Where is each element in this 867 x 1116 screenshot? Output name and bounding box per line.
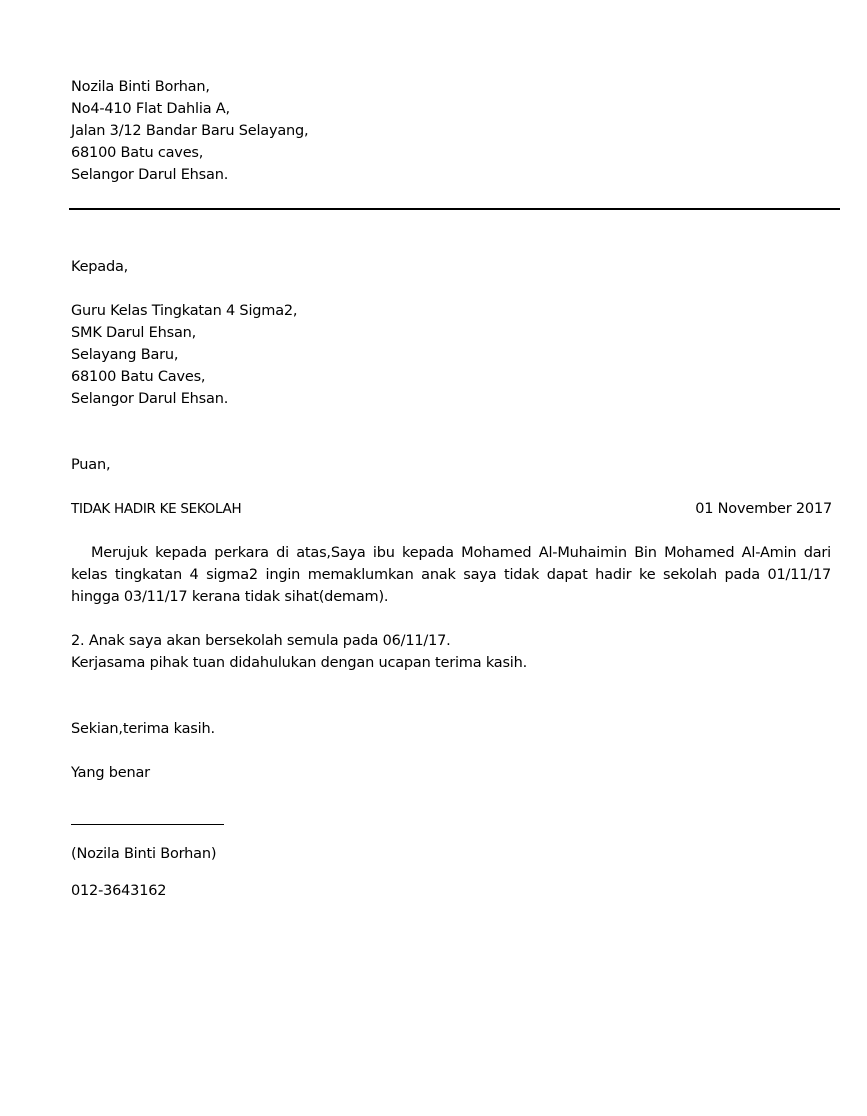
recipient-line: Selangor Darul Ehsan. [71,391,229,407]
salutation: Puan, [71,457,111,473]
letter-date: 01 November 2017 [695,501,832,517]
header-divider [69,208,840,210]
sender-name: Nozila Binti Borhan, [71,79,210,95]
body-paragraph: Kerjasama pihak tuan didahulukan dengan ucapan terima kasih. [71,655,528,671]
recipient-address-block [71,300,297,410]
signature-line [71,824,224,825]
recipient-greeting: Kepada, [71,259,129,275]
closing-thanks: Sekian,terima kasih. [71,721,215,737]
body-paragraph: Merujuk kepada perkara di atas,Saya ibu kepada Mohamed Al-Muhaimin Bin Mohamed Al-Amin dari kelas tingkatan 4 sigma2 ingin memaklumkan anak saya tidak dapat hadir ke sekolah pada 01/11/17 hingga 03/11/17 kerana tidak sihat(demam). [71,545,831,605]
recipient-line: SMK Darul Ehsan, [71,325,197,341]
letter-subject: TIDAK HADIR KE SEKOLAH [71,501,242,517]
recipient-line: 68100 Batu Caves, [71,369,206,385]
sender-address-line: Selangor Darul Ehsan. [71,167,229,183]
sender-address-line: Jalan 3/12 Bandar Baru Selayang, [71,123,309,139]
sender-address-block [71,76,308,186]
closing-sign-off: Yang benar [71,765,150,781]
body-paragraph: 2. Anak saya akan bersekolah semula pada 06/11/17. [71,633,451,649]
recipient-line: Guru Kelas Tingkatan 4 Sigma2, [71,303,298,319]
contact-phone: 012-3643162 [71,883,167,899]
sender-address-line: 68100 Batu caves, [71,145,204,161]
sender-address-line: No4-410 Flat Dahlia A, [71,101,230,117]
recipient-line: Selayang Baru, [71,347,179,363]
signature-name: (Nozila Binti Borhan) [71,846,217,862]
